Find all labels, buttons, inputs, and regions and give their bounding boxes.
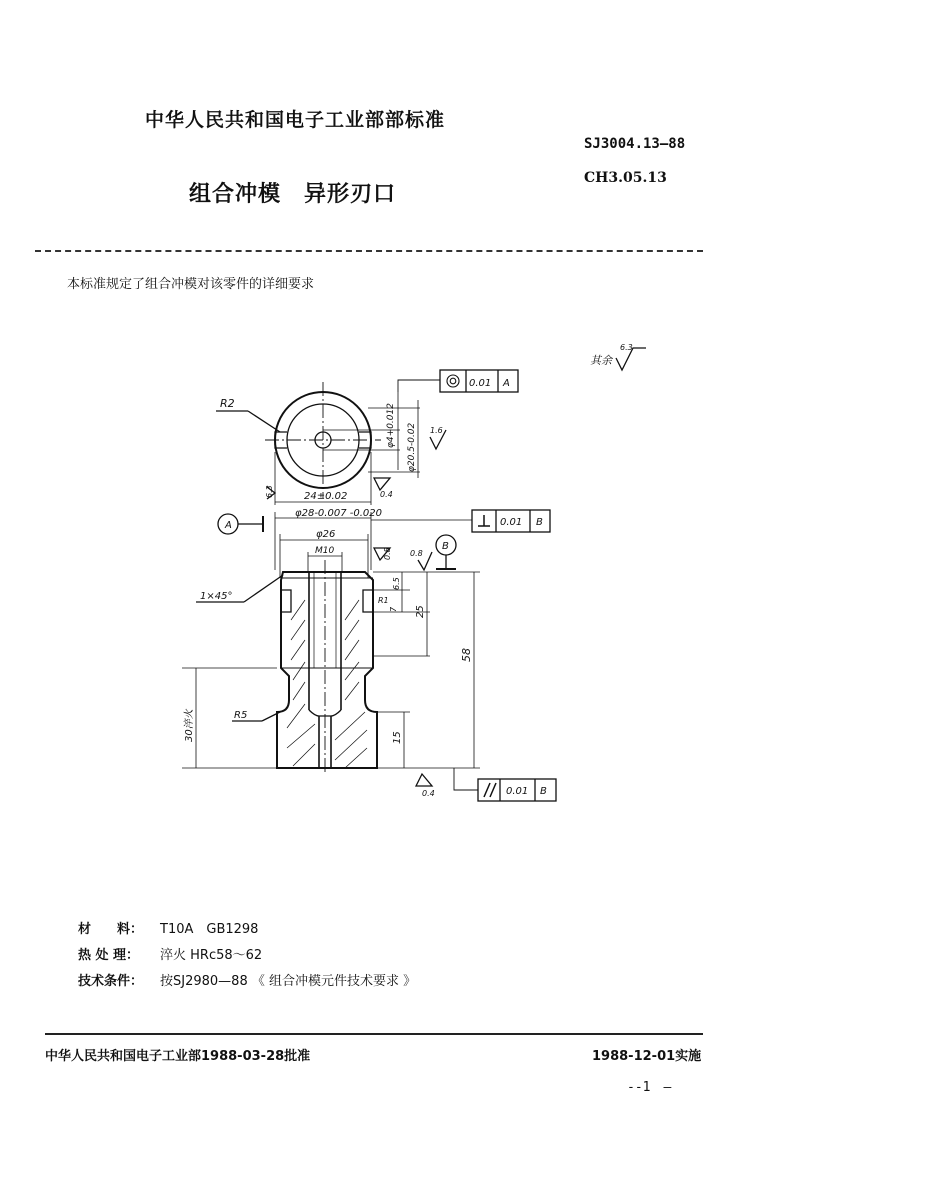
spec-value: 按SJ2980—88 《 组合冲模元件技术要求 》 [160,974,417,989]
spec-technical-conditions [78,970,416,989]
footer-divider [45,1033,703,1035]
coaxiality-datum: A [503,378,510,389]
roughness-0-4-top: 0.4 [380,490,393,499]
spec-heat-treatment [78,944,262,963]
dim-15: 15 [392,731,403,744]
roughness-0-8-a: 0.8 [383,547,392,560]
dim-r2: R2 [220,397,235,410]
page-number: --1 — [627,1080,672,1095]
spec-value: T10A GB1298 [160,922,259,937]
document-title: 组合冲模 异形刃口 [189,182,397,207]
coaxiality-tolerance: 0.01 [469,378,492,389]
dim-58: 58 [460,648,473,662]
perpendicularity-datum: B [536,517,543,528]
part-section-outline [277,572,377,768]
roughness-1-6: 1.6 [430,426,443,435]
spec-label: 材 料： [78,922,144,937]
dim-24: 24±0.02 [304,491,348,502]
dim-25: 25 [415,605,426,618]
dim-chamfer: 1×45° [200,591,233,602]
approval-date: 中华人民共和国电子工业部1988-03-28批准 [45,1049,311,1064]
spec-label: 热 处 理： [78,948,140,963]
spec-material [78,918,258,937]
dim-7: 7 [389,606,398,612]
dim-6-5: 6.5 [392,577,401,590]
roughness-general-value: 6.3 [620,343,633,352]
dim-r5: R5 [234,710,248,721]
scope-statement: 本标准规定了组合冲模对该零件的详细要求 [67,277,315,292]
roughness-0-4-mark-bottom [416,774,432,786]
dim-m10: M10 [315,546,335,556]
datum-a: A [225,520,232,531]
section-hatching [287,600,367,768]
roughness-0-8-b: 0.8 [410,549,423,558]
roughness-0-4-mark-top [374,478,390,490]
roughness-general-label: 其余 [590,354,612,367]
spec-label: 技术条件： [78,974,144,989]
parallelism-datum: B [540,786,547,797]
perpendicularity-tolerance: 0.01 [500,517,523,528]
alt-standard-code: CH3.05.13 [584,170,667,186]
dim-30-hardened: 30淬火 [184,709,195,742]
dim-phi28: φ28-0.007 -0.020 [295,508,382,519]
roughness-0-4-bottom: 0.4 [422,789,435,798]
dim-phi20-5: φ20.5-0.02 [407,422,417,472]
effective-date: 1988-12-01实施 [592,1049,702,1064]
dim-phi26: φ26 [316,529,336,540]
roughness-6-3: 6.3 [265,485,274,498]
standard-code: SJ3004.13—88 [584,136,686,152]
parallelism-tolerance: 0.01 [506,786,529,797]
spec-value: 淬火 HRc58～62 [160,948,263,963]
datum-b: B [442,541,449,552]
dim-r1: R1 [378,596,389,605]
dim-phi4: φ4+0.012 [386,403,396,448]
org-title: 中华人民共和国电子工业部部标准 [145,109,446,131]
